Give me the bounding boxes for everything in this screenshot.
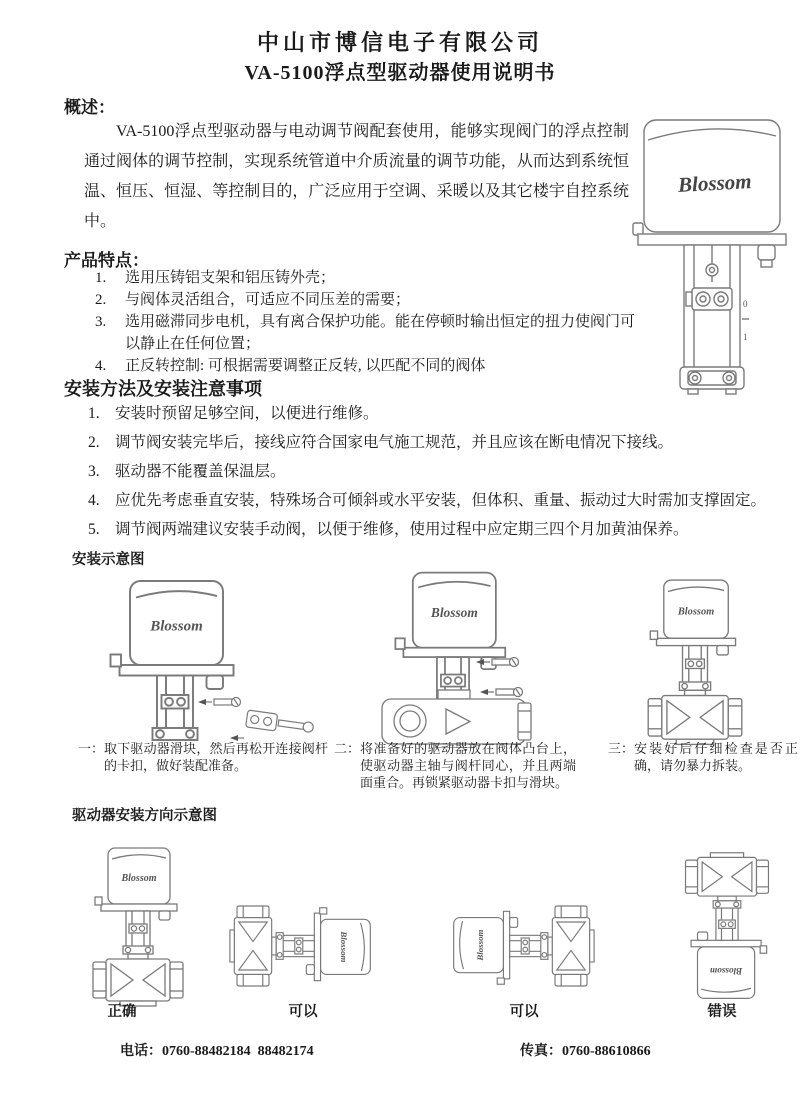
item-number: 1.	[88, 405, 100, 422]
item-number: 5.	[88, 521, 100, 538]
fax-number: 传真：0760-88610866	[520, 1044, 651, 1059]
orientation-upright-figure	[85, 844, 191, 1008]
phone-number: 电话：0760-88482184 88482174	[120, 1044, 314, 1059]
step3-caption	[608, 740, 798, 774]
item-text: 选用压铸铝支架和铝压铸外壳；	[125, 270, 336, 286]
item-text: 正反转控制: 可根据需要调整正反转, 以匹配不同的阀体	[125, 358, 486, 374]
install-item	[88, 519, 778, 541]
item-number: 4.	[95, 358, 107, 374]
item-number: 3.	[88, 463, 100, 480]
product-actuator-figure	[632, 112, 792, 398]
step-label: 一：	[78, 741, 105, 756]
step-text: 取下驱动器滑块，然后再松开连接阀杆的卡扣，做好装配准备。	[104, 741, 328, 773]
item-number: 2.	[88, 434, 100, 451]
item-text: 调节阀安装完毕后，接线应符合国家电气施工规范，并且应该在断电情况下接线。	[115, 434, 674, 451]
scale-mark-1: 1	[743, 332, 748, 342]
feature-item	[95, 289, 655, 311]
page-footer	[0, 1040, 800, 1064]
overview-heading: 概述：	[64, 98, 115, 117]
orientation-label-correct: 正确	[107, 1004, 137, 1020]
overview-paragraph: VA-5100浮点型驱动器与电动调节阀配套使用，能够实现阀门的浮点控制通过阀体的调节控制，实现系统管道中介质流量的调节功能，从而达到系统恒温、恒压、恒湿、等控制目的，广泛应用于空调、采暖以及其它楼宇自控系统中。	[84, 123, 629, 230]
item-number: 3.	[95, 314, 107, 330]
item-text: 与阀体灵活组合，可适应不同压差的需要；	[125, 292, 411, 308]
orientation-diagram-heading: 驱动器安装方向示意图	[72, 808, 217, 824]
install-step1-figure	[100, 578, 330, 750]
orientation-label-wrong: 错误	[707, 1004, 737, 1020]
item-text: 驱动器不能覆盖保温层。	[115, 463, 286, 480]
orientation-horizontal-right-figure	[226, 898, 376, 994]
orientation-diagram-row	[0, 842, 800, 1012]
features-list	[95, 267, 655, 377]
scale-mark-0: 0	[743, 299, 748, 309]
install-step3-figure	[640, 576, 752, 746]
item-text: 应优先考虑垂直安装，特殊场合可倾斜或水平安装，但体积、重量、振动过大时需加支撑固定。	[115, 492, 767, 509]
item-number: 2.	[95, 292, 107, 308]
step-label: 二：	[334, 741, 361, 756]
install-item	[88, 432, 778, 454]
document-title: VA-5100浮点型驱动器使用说明书	[244, 62, 556, 84]
step2-caption	[334, 740, 576, 791]
item-number: 1.	[95, 270, 107, 286]
orientation-horizontal-left-figure	[448, 898, 598, 994]
install-item	[88, 403, 778, 425]
install-diagram-row	[0, 568, 800, 744]
install-item	[88, 461, 778, 483]
step-text: 安装好后仔细检查是否正确，请勿暴力拆装。	[634, 741, 798, 773]
feature-item	[95, 267, 655, 289]
feature-item	[95, 355, 655, 377]
orientation-labels	[0, 1000, 800, 1022]
install-list	[88, 403, 778, 548]
step1-caption	[78, 740, 328, 774]
item-number: 4.	[88, 492, 100, 509]
install-step2-figure	[358, 570, 583, 748]
item-text: 安装时预留足够空间，以便进行维修。	[115, 405, 379, 422]
step-label: 三：	[608, 741, 635, 756]
company-title: 中山市博信电子有限公司	[256, 30, 543, 55]
install-diagram-heading: 安装示意图	[72, 552, 145, 568]
install-captions	[0, 740, 800, 806]
item-text: 选用磁滞同步电机，具有离合保护功能。能在停顿时输出恒定的扭力使阀门可以静止在任何位置；	[125, 314, 636, 352]
feature-item	[95, 311, 655, 355]
brand-logo: Blossom	[677, 169, 753, 197]
item-text: 调节阀两端建议安装手动阀，以便于维修，使用过程中应定期三四个月加黄油保养。	[115, 521, 689, 538]
install-heading: 安装方法及安装注意事项	[64, 379, 262, 399]
orientation-upside-down-figure	[678, 850, 776, 1003]
orientation-label-ok-1: 可以	[288, 1004, 318, 1020]
orientation-label-ok-2: 可以	[509, 1004, 539, 1020]
install-item	[88, 490, 778, 512]
step-text: 将准备好的驱动器放在阀体凸台上，使驱动器主轴与阀杆同心，并且两端面重合。再锁紧驱动器卡扣与滑块。	[360, 741, 576, 790]
features-heading: 产品特点：	[64, 251, 149, 270]
